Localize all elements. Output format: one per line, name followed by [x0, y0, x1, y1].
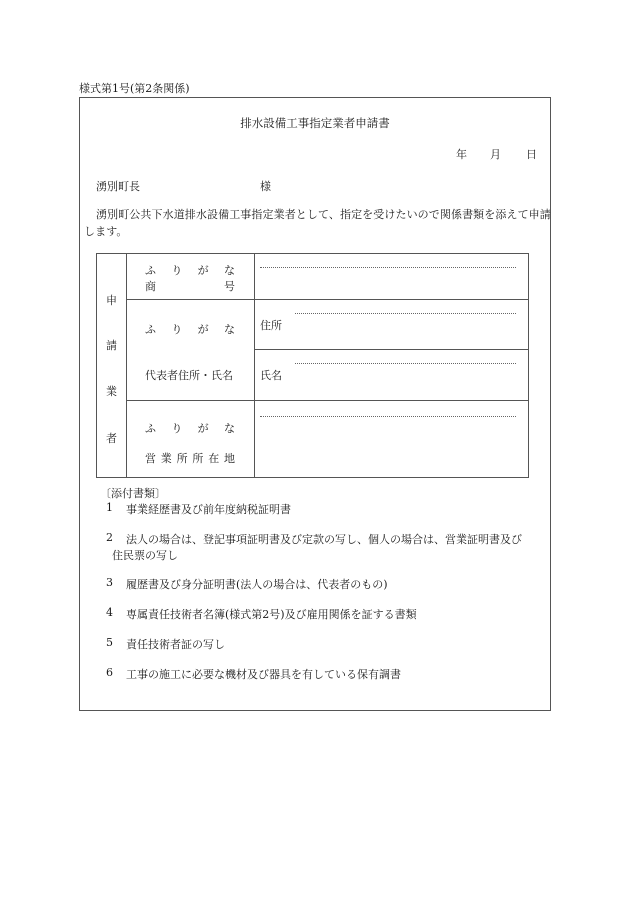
label-char: な — [223, 422, 235, 435]
attachment-item: 責任技術者証の写し — [126, 638, 225, 651]
table-divider — [126, 299, 528, 300]
date-day-label: 日 — [526, 148, 537, 161]
attachment-item: 工事の施工に必要な機材及び器具を有している保有調書 — [126, 668, 401, 681]
attachment-item: 履歴書及び身分証明書(法人の場合は、代表者のもの) — [126, 578, 388, 591]
label-char: ふ — [145, 264, 156, 277]
label-char: 在 — [208, 452, 220, 465]
label-char: な — [223, 323, 235, 336]
label-char: が — [197, 264, 209, 277]
table-divider — [126, 254, 127, 477]
date-year-label: 年 — [456, 148, 467, 161]
label-char: な — [223, 264, 235, 277]
address-furigana-line[interactable] — [295, 313, 516, 314]
attachment-number: 3 — [106, 576, 113, 589]
attachment-number: 2 — [106, 531, 113, 544]
attachment-number: 5 — [106, 636, 113, 649]
applicant-label-char: 業 — [106, 385, 117, 398]
trade-name-label — [145, 278, 235, 294]
attachment-number: 4 — [106, 606, 113, 619]
date-month-label: 月 — [490, 148, 501, 161]
label-char: り — [171, 264, 183, 277]
attachment-item: 法人の場合は、登記事項証明書及び定款の写し、個人の場合は、営業証明書及び — [126, 533, 522, 546]
label-char: 所 — [192, 452, 204, 465]
office-furigana-label — [145, 420, 235, 436]
honorific: 様 — [260, 180, 271, 193]
label-char: り — [171, 422, 183, 435]
application-statement: 湧別町公共下水道排水設備工事指定業者として、指定を受けたいので関係書類を添えて申請します。 — [84, 208, 551, 238]
label-char: り — [171, 323, 183, 336]
representative-label: 代表者住所・氏名 — [145, 369, 233, 382]
document-title: 排水設備工事指定業者申請書 — [240, 116, 390, 130]
table-divider — [254, 349, 528, 350]
label-char: 地 — [223, 452, 235, 465]
label-char: が — [197, 323, 209, 336]
applicant-table — [96, 253, 529, 478]
addressee: 湧別町長 — [96, 180, 140, 193]
office-location-label — [145, 450, 235, 466]
label-char: が — [197, 422, 209, 435]
attachment-item: 事業経歴書及び前年度納税証明書 — [126, 503, 291, 516]
attachment-item-continuation: 住民票の写し — [112, 549, 178, 562]
label-char: 業 — [160, 452, 172, 465]
form-number-label: 様式第1号(第2条関係) — [79, 82, 190, 95]
applicant-label-char: 申 — [106, 294, 117, 307]
address-label: 住所 — [260, 319, 282, 332]
label-char: 商 — [145, 280, 156, 293]
label-char: 号 — [224, 280, 235, 293]
name-furigana-line[interactable] — [295, 363, 516, 364]
office-furigana-line[interactable] — [260, 416, 516, 417]
attachments-heading: 〔添付書類〕 — [100, 487, 166, 500]
name-label: 氏名 — [260, 369, 282, 382]
attachment-number: 1 — [106, 501, 113, 514]
trade-name-furigana-line[interactable] — [260, 267, 516, 268]
label-char: ふ — [145, 422, 156, 435]
label-char: 所 — [176, 452, 188, 465]
label-char: ふ — [145, 323, 156, 336]
trade-name-furigana-label — [145, 262, 235, 278]
applicant-label-char: 請 — [106, 339, 117, 352]
table-divider — [126, 400, 528, 401]
attachment-item: 専属責任技術者名簿(様式第2号)及び雇用関係を証する書類 — [126, 608, 417, 621]
table-divider — [254, 254, 255, 477]
label-char: 営 — [145, 452, 156, 465]
applicant-label-char: 者 — [106, 432, 117, 445]
representative-furigana-label — [145, 321, 235, 337]
attachment-number: 6 — [106, 666, 113, 679]
